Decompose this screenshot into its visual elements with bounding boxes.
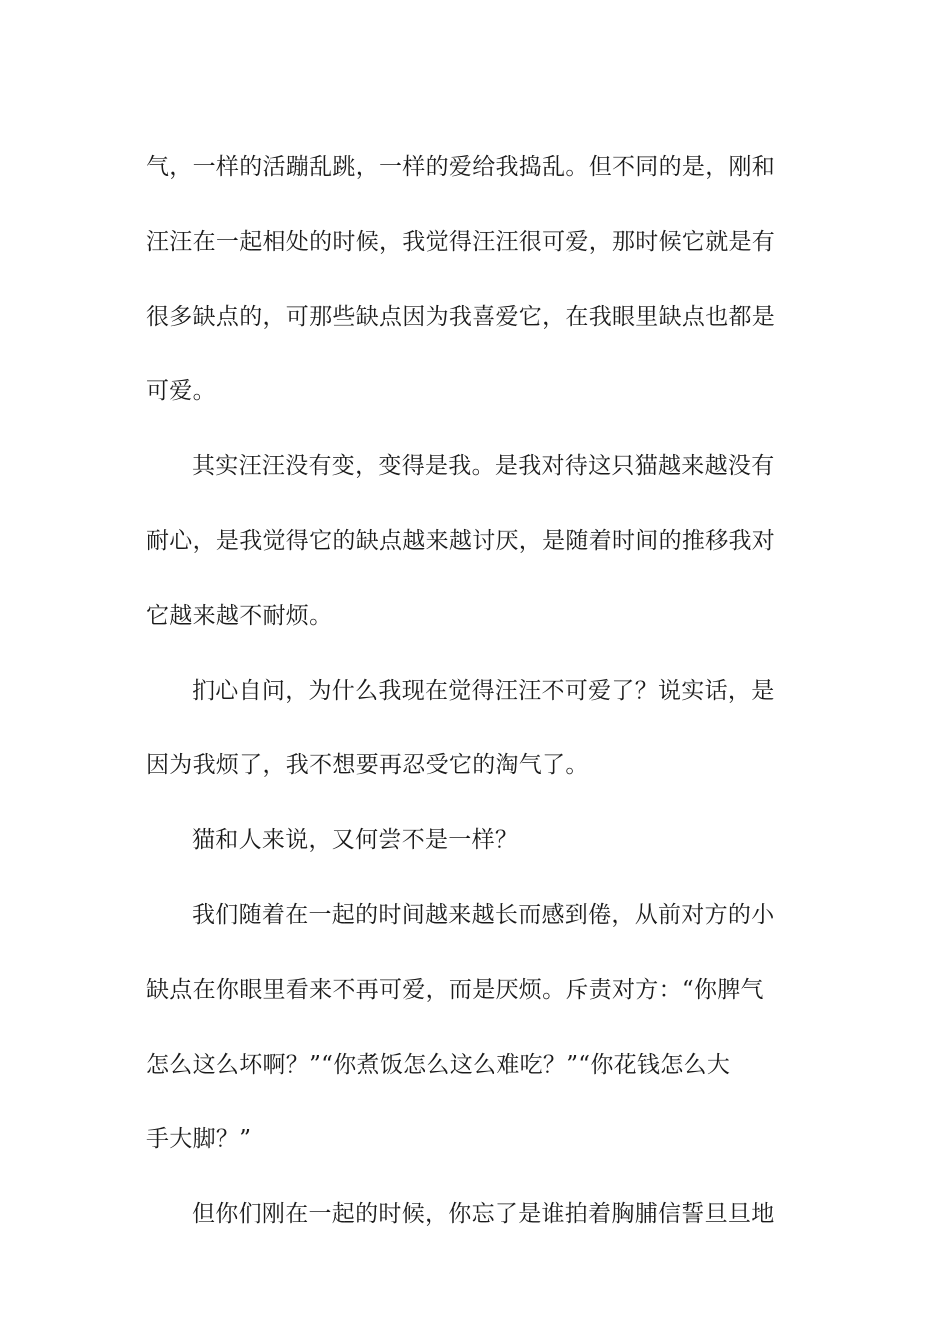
text-line: 耐心，是我觉得它的缺点越来越讨厌，是随着时间的推移我对 (146, 527, 776, 554)
paragraph-start-line: 扪心自问，为什么我现在觉得汪汪不可爱了？说实话，是 (192, 677, 775, 704)
text-line: 缺点在你眼里看来不再可爱，而是厌烦。斥责对方：“你脾气 (146, 976, 764, 1003)
paragraph-start-line: 但你们刚在一起的时候，你忘了是谁拍着胸脯信誓旦旦地 (192, 1201, 775, 1228)
text-line: 很多缺点的，可那些缺点因为我喜爱它，在我眼里缺点也都是 (146, 303, 776, 330)
paragraph-start-line: 猫和人来说，又何尝不是一样？ (192, 827, 519, 854)
text-line: 因为我烦了，我不想要再忍受它的淘气了。 (146, 752, 589, 779)
text-line: 汪汪在一起相处的时候，我觉得汪汪很可爱，那时候它就是有 (146, 228, 776, 255)
paragraph-start-line: 我们随着在一起的时间越来越长而感到倦，从前对方的小 (192, 901, 775, 928)
text-line: 手大脚？” (146, 1126, 252, 1153)
paragraph-start-line: 其实汪汪没有变，变得是我。是我对待这只猫越来越没有 (192, 453, 775, 480)
body-text (146, 130, 792, 1252)
text-line: 它越来越不耐烦。 (146, 602, 333, 629)
text-line: 气，一样的活蹦乱跳，一样的爱给我捣乱。但不同的是，刚和 (146, 154, 776, 180)
text-line: 可爱。 (146, 378, 216, 405)
text-line: 怎么这么坏啊？”“你煮饭怎么这么难吃？”“你花钱怎么大 (146, 1051, 731, 1078)
